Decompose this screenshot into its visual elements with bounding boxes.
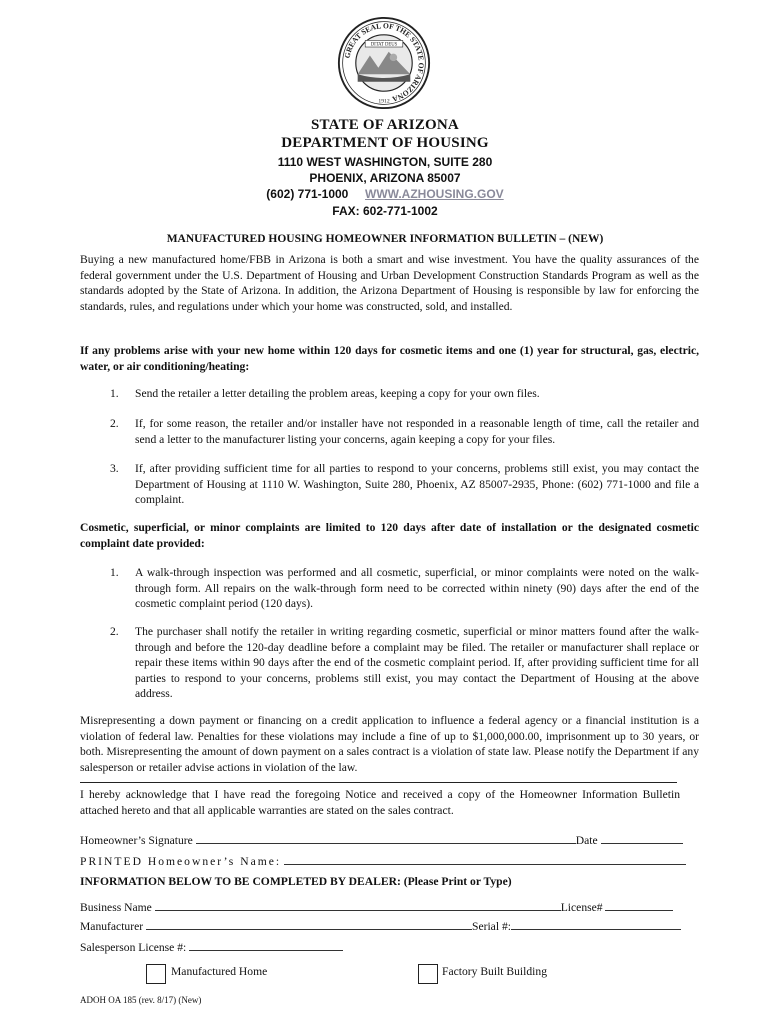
list-item: 1. A walk-through inspection was performed and all cosmetic, superficial, or minor complaints were noted on the walk-through form. All repairs on the walk-through form need to be corrected within ninety (90) days after the end of the cosmetic complaint period (120 days). xyxy=(110,566,699,610)
header-address2: PHOENIX, ARIZONA 85007 xyxy=(309,171,461,185)
header-phone: (602) 771-1000 xyxy=(266,187,349,201)
header-contact xyxy=(0,187,770,201)
signature-field[interactable] xyxy=(196,832,576,844)
divider xyxy=(80,782,677,783)
factory-built-checkbox[interactable] xyxy=(418,964,438,984)
header-address1: 1110 WEST WASHINGTON, SUITE 280 xyxy=(277,155,493,169)
date-field[interactable] xyxy=(601,832,683,844)
section2-heading: Cosmetic, superficial, or minor complaints are limited to 120 days after date of installation or the designated cosmetic complaint date provided: xyxy=(80,521,699,550)
signature-label: Homeowner’s Signature xyxy=(80,834,193,847)
manufactured-home-label: Manufactured Home xyxy=(171,965,268,978)
seal-year: 1912 xyxy=(378,98,390,105)
salesperson-license-field[interactable] xyxy=(189,939,343,951)
header-department: DEPARTMENT OF HOUSING xyxy=(281,135,489,151)
seal-motto: DITAT DEUS xyxy=(370,42,398,48)
signature-row xyxy=(80,832,683,848)
intro-paragraph: Buying a new manufactured home/FBB in Arizona is both a smart and wise investment. You have the quality assurances of the federal government under the U.S. Department of Housing and Urban Development Construction Standards Program as well as the standards adopted by the State of Arizona. In addition, the Arizona Department of Housing is responsible by law for enforcing the standards, rules, and regulations under which your home was constructed, sold, and installed. xyxy=(80,253,699,313)
misrepresentation-paragraph: Misrepresenting a down payment or financing on a credit application to influence a federal agency or a financial institution is a violation of federal law. Penalties for these violations may include a fine of up to $1,000,000.00, imprisonment up to 30 years, or both. Misrepresenting the amount of down payment on a sales contract is a violation of state law. Please notify the Department if any salesperson or retailer advise actions in violation of the law. xyxy=(80,714,699,774)
state-seal-icon xyxy=(337,16,431,110)
bulletin-title: MANUFACTURED HOUSING HOMEOWNER INFORMATION BULLETIN – (NEW) xyxy=(166,233,604,245)
printed-name-row xyxy=(80,853,686,869)
business-label: Business Name xyxy=(80,901,152,914)
acknowledgement-paragraph: I hereby acknowledge that I have read the foregoing Notice and received a copy of the Homeowner Information Bulletin attached hereto and that all applicable warranties are stated on the sales contract. xyxy=(80,788,680,817)
manufactured-home-checkbox[interactable] xyxy=(146,964,166,984)
business-row xyxy=(80,899,673,915)
date-label: Date xyxy=(575,834,598,847)
website-link[interactable]: WWW.AZHOUSING.GOV xyxy=(365,187,504,201)
list-item: 3. If, after providing sufficient time for all parties to respond to your concerns, problems still exist, you may contact the Department of Housing at 1110 W. Washington, Suite 280, Phoenix, AZ 85007-2935, Phone: (602) 771-1000 and file a complaint. xyxy=(110,462,699,506)
manufacturer-field[interactable] xyxy=(146,918,472,930)
header-state: STATE OF ARIZONA xyxy=(311,117,459,133)
seal-ring-text: GREAT SEAL OF THE STATE OF ARIZONA xyxy=(342,21,426,104)
printed-name-field[interactable] xyxy=(284,853,686,865)
list-item: 1. Send the retailer a letter detailing the problem areas, keeping a copy for your own files. xyxy=(110,387,540,400)
salesperson-row xyxy=(80,939,343,955)
form-footer: ADOH OA 185 (rev. 8/17) (New) xyxy=(80,995,202,1005)
manufacturer-row xyxy=(80,918,681,934)
list-item: 2. The purchaser shall notify the retailer in writing regarding cosmetic, superficial or minor matters found after the walk-through and before the 120-day deadline before a complaint may be filed. The retailer or manufacturer shall replace or repair these items within 90 days after the end of the cosmetic complaint period. If, after providing sufficient time for all parties to respond to your concerns, problems still exist, you may contact the Department of Housing at the above address. xyxy=(110,625,699,700)
serial-field[interactable] xyxy=(511,918,681,930)
list-item: 2. If, for some reason, the retailer and/or installer have not responded in a reasonable length of time, call the retailer and send a letter to the manufacturer listing your concerns, again keeping a copy for your files. xyxy=(110,417,699,446)
header-fax: FAX: 602-771-1002 xyxy=(332,204,438,218)
dealer-heading: INFORMATION BELOW TO BE COMPLETED BY DEALER: (Please Print or Type) xyxy=(80,875,512,888)
printed-name-label: PRINTED Homeowner’s Name: xyxy=(80,855,282,868)
section1-heading: If any problems arise with your new home within 120 days for cosmetic items and one (1) year for structural, gas, electric, water, or air conditioning/heating: xyxy=(80,344,699,373)
salesperson-label: Salesperson License #: xyxy=(80,941,187,954)
business-name-field[interactable] xyxy=(155,899,561,911)
serial-label: Serial #: xyxy=(472,920,511,933)
license-field[interactable] xyxy=(605,899,673,911)
license-label: License# xyxy=(560,901,603,914)
factory-built-label: Factory Built Building xyxy=(442,965,547,978)
manufacturer-label: Manufacturer xyxy=(80,920,144,933)
